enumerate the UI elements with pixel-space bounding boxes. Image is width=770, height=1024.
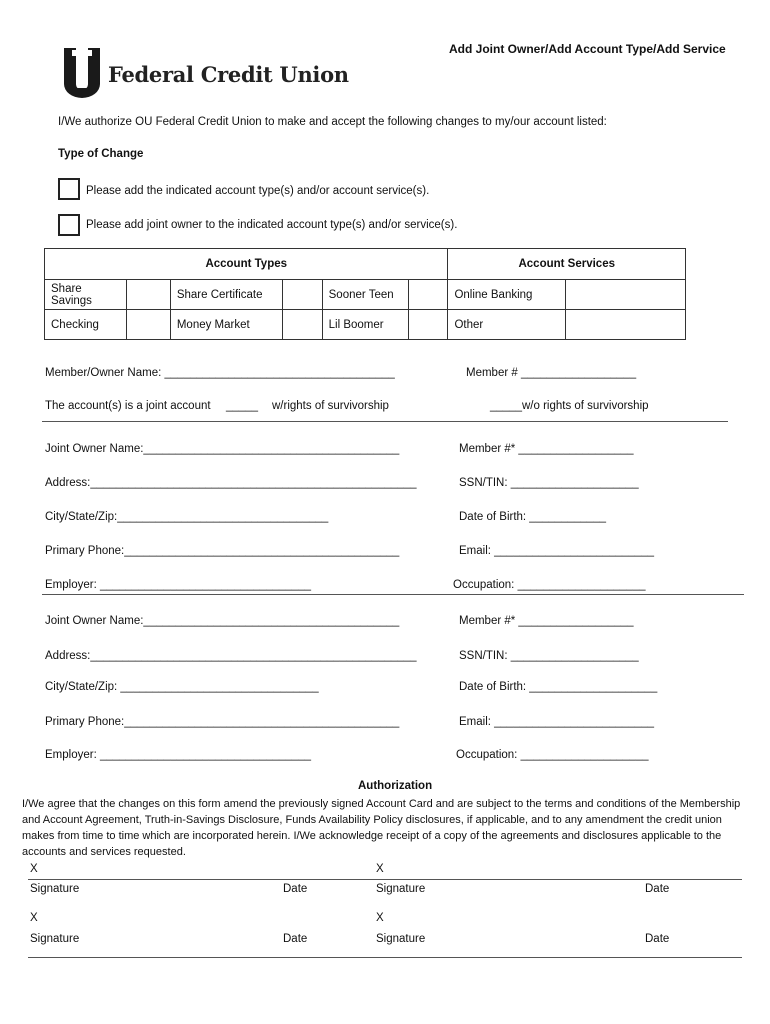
- lil-boomer-label: Lil Boomer: [322, 310, 408, 340]
- checking-box[interactable]: [126, 310, 170, 340]
- joint-owner-1-dob-field[interactable]: Date of Birth: ____________: [459, 511, 607, 523]
- date-label: Date: [283, 883, 308, 895]
- joint-account-blank[interactable]: _____: [226, 400, 258, 412]
- joint-account-text: The account(s) is a joint account: [45, 400, 211, 412]
- authorization-heading: Authorization: [358, 780, 433, 792]
- joint-owner-1-city-field[interactable]: City/State/Zip:_________________________________: [45, 511, 329, 523]
- signature-label: Signature: [376, 883, 426, 895]
- signature-label: Signature: [30, 883, 80, 895]
- intro-text: I/We authorize OU Federal Credit Union to make and accept the following changes to my/our account listed:: [58, 116, 607, 128]
- signature-label: Signature: [376, 933, 426, 945]
- money-market-box[interactable]: [282, 310, 322, 340]
- share-certificate-label: Share Certificate: [170, 280, 282, 310]
- signature-x-mark: X: [30, 912, 38, 924]
- money-market-label: Money Market: [170, 310, 282, 340]
- joint-owner-1-ssn-field[interactable]: SSN/TIN: ____________________: [459, 477, 639, 489]
- share-savings-label: Share Savings: [45, 280, 127, 310]
- signature-line[interactable]: [28, 957, 742, 958]
- joint-owner-2-city-field[interactable]: City/State/Zip: _______________________________: [45, 681, 319, 693]
- without-rights-field[interactable]: _____w/o rights of survivorship: [490, 400, 649, 412]
- sooner-teen-label: Sooner Teen: [322, 280, 408, 310]
- joint-owner-1-member-field[interactable]: Member #* __________________: [459, 443, 634, 455]
- account-types-header: Account Types: [45, 249, 448, 280]
- ou-logo-icon: [60, 44, 104, 98]
- signature-line[interactable]: [28, 879, 742, 880]
- lil-boomer-box[interactable]: [408, 310, 448, 340]
- member-owner-name-field[interactable]: Member/Owner Name: ____________________________________: [45, 367, 395, 379]
- form-title: Add Joint Owner/Add Account Type/Add Service: [449, 42, 726, 56]
- joint-owner-1-employer-field[interactable]: Employer: _________________________________: [45, 579, 312, 591]
- other-box[interactable]: [566, 310, 686, 340]
- signature-x-mark: X: [376, 912, 384, 924]
- joint-owner-2-dob-field[interactable]: Date of Birth: ____________________: [459, 681, 658, 693]
- checking-label: Checking: [45, 310, 127, 340]
- section-divider: [42, 421, 728, 422]
- section-divider: [42, 594, 744, 595]
- joint-owner-2-phone-field[interactable]: Primary Phone:___________________________________________: [45, 716, 400, 728]
- signature-label: Signature: [30, 933, 80, 945]
- add-joint-owner-label: Please add joint owner to the indicated account type(s) and/or service(s).: [86, 219, 458, 231]
- date-label: Date: [283, 933, 308, 945]
- add-joint-owner-checkbox[interactable]: [58, 214, 80, 236]
- joint-owner-2-address-field[interactable]: Address:___________________________________________________: [45, 650, 417, 662]
- type-of-change-heading: Type of Change: [58, 148, 144, 160]
- authorization-text: I/We agree that the changes on this form amend the previously signed Account Card and are subject to the terms and conditions of the Membership and Account Agreement, Truth-in-Savings Disclosure, Funds Availability Policy disclosures, if applicable, and to any amendment the credit union makes from time to time which are incorporated herein. I/We acknowledge receipt of a copy of the agreements and disclosures applicable to the accounts and services requested.: [22, 798, 741, 858]
- signature-x-mark: X: [376, 863, 384, 875]
- account-services-header: Account Services: [448, 249, 686, 280]
- add-account-type-label: Please add the indicated account type(s) and/or account service(s).: [86, 185, 430, 197]
- add-account-type-checkbox[interactable]: [58, 178, 80, 200]
- other-label: Other: [448, 310, 566, 340]
- share-savings-box[interactable]: [126, 280, 170, 310]
- date-label: Date: [645, 933, 670, 945]
- joint-owner-1-phone-field[interactable]: Primary Phone:___________________________________________: [45, 545, 400, 557]
- joint-owner-2-employer-field[interactable]: Employer: _________________________________: [45, 749, 312, 761]
- sooner-teen-box[interactable]: [408, 280, 448, 310]
- share-certificate-box[interactable]: [282, 280, 322, 310]
- member-number-field[interactable]: Member # __________________: [466, 367, 637, 379]
- logo-text: Federal Credit Union: [108, 62, 349, 87]
- joint-owner-1-address-field[interactable]: Address:___________________________________________________: [45, 477, 417, 489]
- joint-owner-1-name-field[interactable]: Joint Owner Name:________________________________________: [45, 443, 400, 455]
- joint-owner-1-email-field[interactable]: Email: _________________________: [459, 545, 655, 557]
- joint-owner-2-occupation-field[interactable]: Occupation: ____________________: [456, 749, 649, 761]
- signature-x-mark: X: [30, 863, 38, 875]
- online-banking-label: Online Banking: [448, 280, 566, 310]
- joint-owner-2-ssn-field[interactable]: SSN/TIN: ____________________: [459, 650, 639, 662]
- joint-owner-2-email-field[interactable]: Email: _________________________: [459, 716, 655, 728]
- joint-owner-1-occupation-field[interactable]: Occupation: ____________________: [453, 579, 646, 591]
- online-banking-box[interactable]: [566, 280, 686, 310]
- joint-owner-2-name-field[interactable]: Joint Owner Name:________________________________________: [45, 615, 400, 627]
- account-table: [44, 248, 686, 340]
- joint-owner-2-member-field[interactable]: Member #* __________________: [459, 615, 634, 627]
- date-label: Date: [645, 883, 670, 895]
- with-rights-label: w/rights of survivorship: [272, 400, 389, 412]
